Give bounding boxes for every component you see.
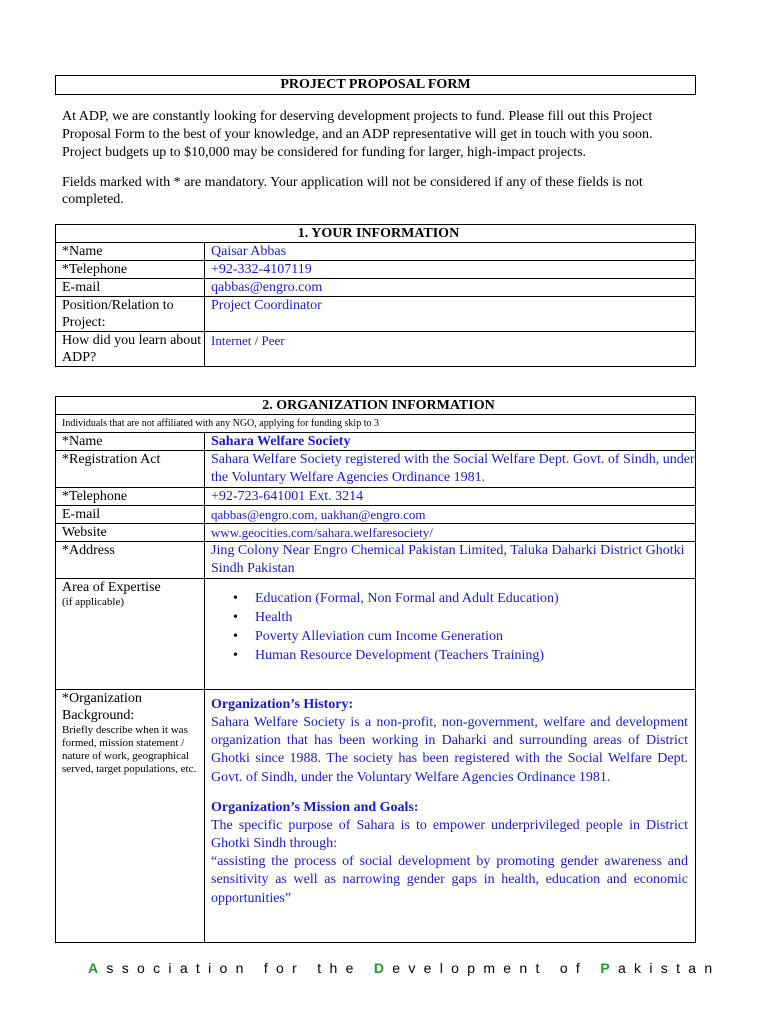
- form-title: PROJECT PROPOSAL FORM: [55, 75, 696, 95]
- footer-text-2: evelopment of: [392, 960, 601, 976]
- footer-letter-d: D: [373, 960, 393, 976]
- organization-information-table: [55, 396, 696, 943]
- org-name-value[interactable]: Sahara Welfare Society: [205, 433, 696, 451]
- website-label: Website: [56, 524, 205, 542]
- intro-paragraph: [62, 108, 692, 162]
- mission-heading: Organization’s Mission and Goals:: [211, 799, 419, 815]
- address-label: *Address: [56, 542, 205, 579]
- background-sublabel: Briefly describe when it was formed, mission statement / nature of work, geographical served, target populations, etc.: [62, 724, 197, 775]
- expertise-item: • Health: [233, 608, 695, 627]
- telephone-value[interactable]: +92-332-4107119: [205, 261, 696, 279]
- footer-letter-p: P: [600, 960, 618, 976]
- expertise-item: • Education (Formal, Non Formal and Adult Education): [233, 589, 695, 608]
- your-information-table: [55, 224, 696, 367]
- expertise-item: • Human Resource Development (Teachers Training): [233, 646, 695, 665]
- background-value-cell: [205, 690, 696, 943]
- history-text[interactable]: Sahara Welfare Society is a non-profit, non-government, welfare and development organization that has been working in Daharki and surrounding areas of District Ghotki since 1988. The society has been registered with the Social Welfare Dept. Govt. of Sindh, under the Voluntary Welfare Agencies Ordinance 1981.: [211, 715, 688, 785]
- org-telephone-label: *Telephone: [56, 488, 205, 506]
- org-telephone-value[interactable]: +92-723-641001 Ext. 3214: [205, 488, 696, 506]
- address-value[interactable]: Jing Colony Near Engro Chemical Pakistan Limited, Taluka Daharki District Ghotki Sindh Pakistan: [205, 542, 696, 579]
- registration-act-label: *Registration Act: [56, 451, 205, 488]
- org-name-label: *Name: [56, 433, 205, 451]
- email-value[interactable]: qabbas@engro.com: [205, 279, 696, 297]
- expertise-label-cell: [56, 579, 205, 690]
- expertise-list: [211, 589, 695, 665]
- intro-text: At ADP, we are constantly looking for deserving development projects to fund. Please fill out this Project Proposal Form to the best of your knowledge, and an ADP representative will get in touch with you soon. Project budgets up to $10,000 may be considered for funding for larger, high-impact projects.: [62, 109, 653, 160]
- section2-heading: 2. ORGANIZATION INFORMATION: [56, 397, 696, 415]
- name-value[interactable]: Qaisar Abbas: [205, 243, 696, 261]
- history-heading: Organization’s History:: [211, 697, 354, 712]
- org-email-label: E-mail: [56, 506, 205, 524]
- expertise-item: • Poverty Alleviation cum Income Generation: [233, 627, 695, 646]
- org-email-value[interactable]: qabbas@engro.com, uakhan@engro.com: [205, 506, 696, 524]
- mission-text[interactable]: The specific purpose of Sahara is to empower underprivileged people in District Ghotki Sindh through:: [211, 817, 688, 852]
- section1-heading: 1. YOUR INFORMATION: [56, 225, 696, 243]
- email-label: E-mail: [56, 279, 205, 297]
- name-label: *Name: [56, 243, 205, 261]
- registration-act-value[interactable]: Sahara Welfare Society registered with the Social Welfare Dept. Govt. of Sindh, under the Voluntary Welfare Agencies Ordinance 1981.: [205, 451, 696, 488]
- website-value[interactable]: www.geocities.com/sahara.welfaresociety/: [205, 524, 696, 542]
- footer-text-3: akistan: [617, 960, 721, 976]
- telephone-label: *Telephone: [56, 261, 205, 279]
- position-value[interactable]: Project Coordinator: [205, 297, 696, 332]
- footer-organization-name: [88, 960, 720, 976]
- learn-about-value[interactable]: Internet / Peer: [205, 332, 696, 367]
- position-label: Position/Relation to Project:: [56, 297, 205, 332]
- mandatory-note: Fields marked with * are mandatory. Your application will not be considered if any of these fields is not completed.: [62, 175, 643, 207]
- expertise-value-cell: [205, 579, 696, 690]
- background-label-cell: [56, 690, 205, 943]
- background-label: *Organization Background:: [62, 691, 142, 723]
- learn-about-label: How did you learn about ADP?: [56, 332, 205, 367]
- expertise-label: Area of Expertise: [62, 580, 161, 595]
- footer-text-1: ssociation for the: [106, 960, 374, 976]
- expertise-sublabel: (if applicable): [62, 596, 124, 608]
- section2-note: Individuals that are not affiliated with any NGO, applying for funding skip to 3: [56, 415, 696, 433]
- mission-quote[interactable]: “assisting the process of social development by promoting gender awareness and sensitivity as well as narrowing gender gaps in health, education and economic opportunities”: [211, 854, 688, 906]
- footer-letter-a: A: [88, 960, 107, 976]
